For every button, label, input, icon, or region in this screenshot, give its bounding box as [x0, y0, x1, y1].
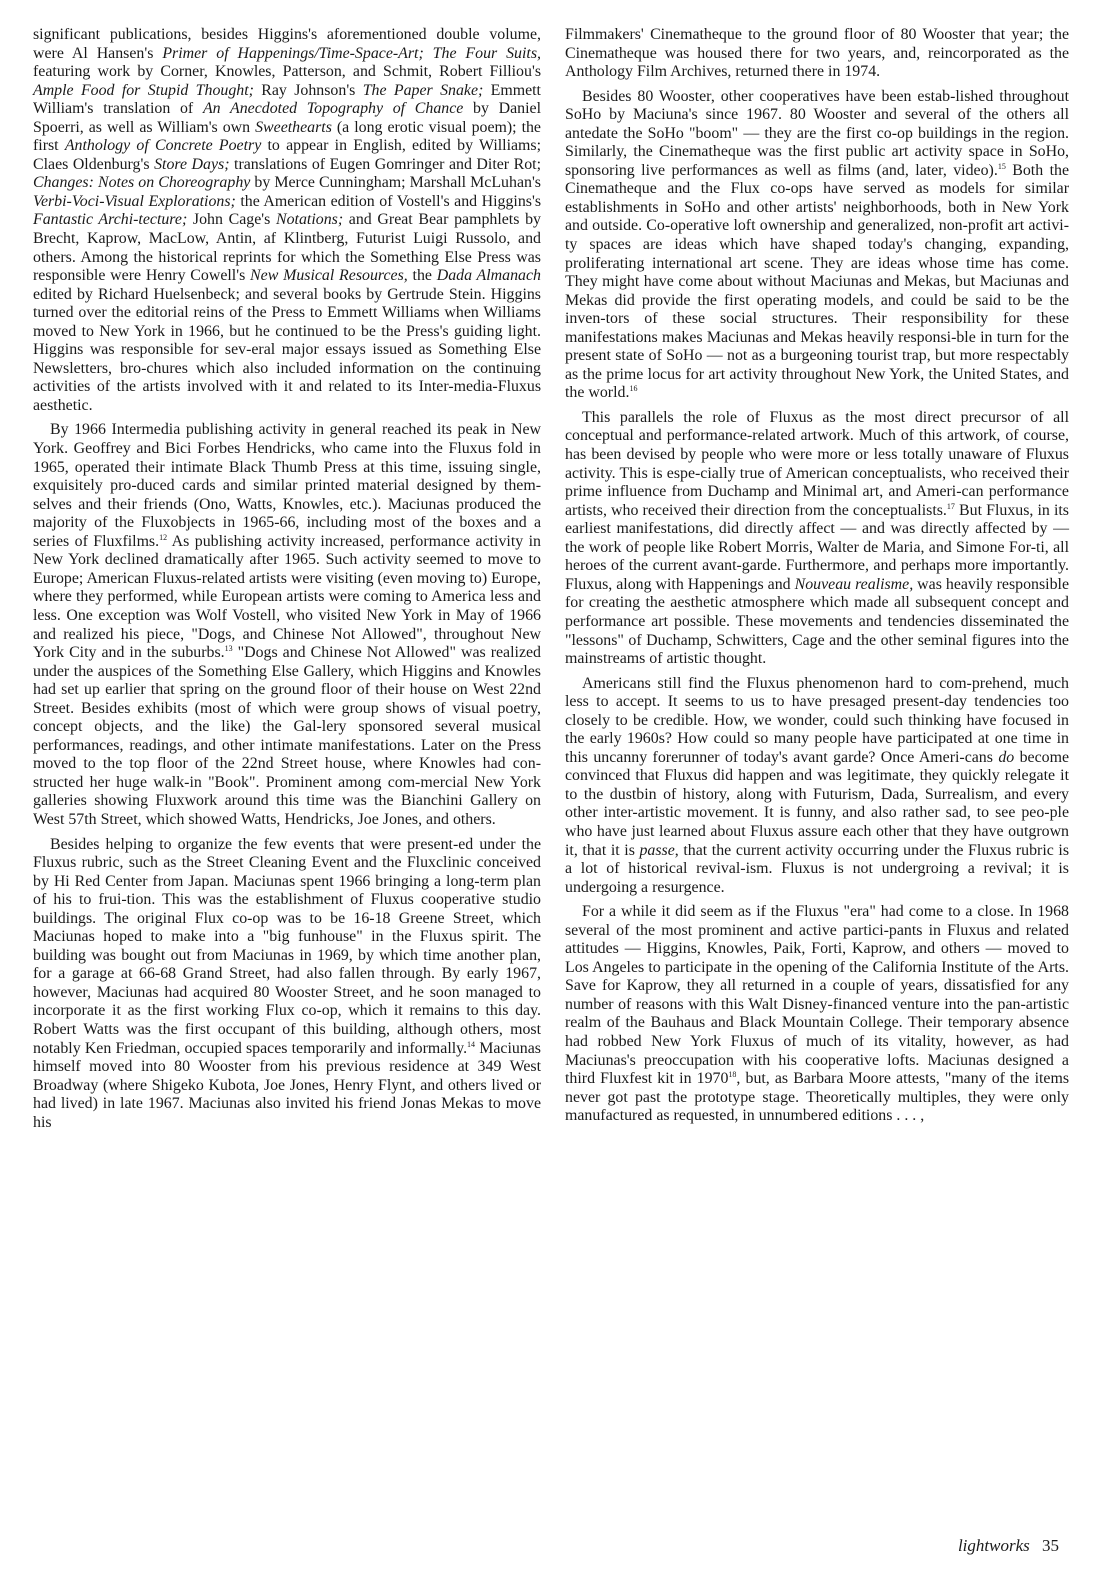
italic-title: Primer of Happenings/Time-Space-Art; The Four Suits, — [162, 44, 541, 62]
paragraph — [565, 409, 1069, 669]
italic-title: Changes: Notes on Choreography — [33, 174, 251, 192]
text-run: As publishing activity increased, performance activity in New York declined dramatically after 1965. Such activity seemed to move to Europe; American Fluxus-related artists were visiting (even moving to) Europe, where they performed, while European artists were coming to America less and less. One exception was Wolf Vostell, who visited New York in May of 1966 and realized his piece, "Dogs, and Chinese Not Allowed", throughout New York City and in the suburbs. — [33, 532, 541, 662]
footnote-ref: 18 — [728, 1070, 737, 1080]
publication-name: lightworks — [957, 1536, 1030, 1555]
italic-title: Anthology of Concrete Poetry — [64, 137, 262, 155]
paragraph — [565, 675, 1069, 898]
text-run: Both the Cinematheque and the Flux co-ops have served as models for similar establishments in SoHo and other artists' neighborhoods, both in New York and outside. Co-operative loft ownership and generalized, non-profit art activi-ty spaces are ideas which have shaped today's changing, expanding, proliferating international art scene. They are ideas whose time has come. They might have come about without Maciunas and Mekas, but Maciunas and Mekas did provide the first operating models, and could be said to be the inven-tors of these social structures. Their responsibility for these manifestations makes Maciunas and Mekas heavily responsi-ble in turn for the present state of SoHo — not as a burgeoning tourist trap, but more respectably as the prime locus for art activity throughout New York, the United States, and the world. — [565, 161, 1070, 402]
text-run: This parallels the role of Fluxus as the most direct precursor of all conceptual and performance-related artwork. Much of this artwork, of course, has been devised by people who were more or less totally unaware of Fluxus activity. This is espe-cially true of American conceptualists, who received their prime influence from Duchamp and Minimal art, and Ameri-can performance artists, who received their direction from the conceptualists. — [565, 408, 1069, 519]
italic-title: Notations; — [276, 211, 344, 229]
text-run: Besides helping to organize the few events that were present-ed under the Fluxus rubric, such as the Street Cleaning Event and the Fluxclinic conceived by Hi Red Center from Japan. Maciunas spent 1966 bringing a long-term plan of his to frui-tion. This was the establishment of Fluxus cooperative studio buildings. The original Flux co-op was to be 16-18 Greene Street, which Maciunas hoped to make into a "big funhouse" in the Fluxus spirit. The building was bought out from Maciunas in 1969, by which time another plan, for a garage at 66-68 Grand Street, had also fallen through. By early 1967, however, Maciunas had acquired 80 Wooster Street, and he soon managed to incorporate it as the first working Flux co-op, which it remains to this day. Robert Watts was the first occupant of this building, although others, most notably Ken Friedman, occupied spaces temporarily and informally. — [33, 835, 541, 1057]
text-run: Americans still find the Fluxus phenomenon hard to com-prehend, much less to accept. It seems to us to have presaged present-day tendencies too closely to be credible. How, we wonder, could such thinking have focused in the early 1960s? How could so many people have participated at one time in this uncanny forerunner of today's avant garde? Once Ameri-cans — [565, 674, 1069, 766]
text-run: the American edition of Vostell's and Higgins's — [235, 192, 542, 210]
text-run: by Daniel Spoerri, as well as William's own — [33, 100, 542, 136]
text-run: Maciunas himself moved into 80 Wooster from his previous residence at 349 West Broadway (where Shigeko Kubota, Joe Jones, Henry Flynt, and others lived or had lived) in late 1967. Maciunas also invited his friend Jonas Mekas to move his — [33, 1039, 541, 1131]
footnote-ref: 14 — [467, 1039, 476, 1049]
italic-title: Verbi-Voci-Visual Explorations; — [33, 192, 236, 210]
text-run: was heavily responsible for creating the aesthetic atmosphere which made all subsequent concept and performance art possible. These movements and tendencies disseminated the "lessons" of Duchamp, Schwitters, Cage and the other seminal figures into the mainstreams of artistic thought. — [565, 575, 1070, 668]
text-run: Besides 80 Wooster, other cooperatives have been estab-lished throughout SoHo by Maciuna's since 1967. 80 Wooster and several of the others all antedate the SoHo "boom" — they are the first co-op buildings in the region. Similarly, the Cinematheque was the first public art activity space in SoHo, sponsoring live performances as well as films (and, later, video). — [565, 87, 1069, 179]
right-text-column — [565, 26, 1069, 1132]
text-run: significant publications, besides Higgins's aforementioned double volume, were Al Hansen's — [33, 26, 541, 62]
left-text-column — [33, 26, 541, 1138]
italic-title: Ample Food for Stupid Thought; — [33, 81, 254, 99]
text-run: edited by Richard Huelsenbeck; and several books by Gertrude Stein. Higgins turned over the editorial reins of the Press to Emmett Williams when Williams moved to New York in 1966, but he continued to be the Press's guiding light. Higgins was responsible for sev-eral major essays issued as Something Else Newsletters, bro-chures which also included information on the continuing activities of the artists involved with it and related to its Inter-media-Fluxus aesthetic. — [33, 285, 541, 414]
paragraph — [33, 421, 541, 829]
text-run: "Dogs and Chinese Not Allowed" was realized under the auspices of the Something Else Gallery, which Higgins and Knowles had set up earlier that spring on the ground floor of their house on West 22nd Street. Besides exhibits (most of which were group shows of visual poetry, concept objects, and the like) the Gal-lery sponsored several musical performances, readings, and other intimate manifestations. Later on the Press moved to the top floor of the 22nd Street house, where Knowles had con-structed her huge walk-in "Book". Prominent among com-mercial New York galleries showing Fluxwork around this time was the Bianchini Gallery on West 57th Street, which showed Watts, Hendricks, Joe Jones, and others. — [33, 644, 541, 828]
text-run: the — [407, 267, 437, 285]
footnote-ref: 16 — [629, 384, 638, 394]
text-run: Ray Johnson's — [253, 81, 363, 99]
italic-title: Sweethearts — [255, 118, 332, 136]
text-run: But Fluxus, in its earliest manifestations, did directly affect — and was directly affected by — the work of people like Robert Morris, Walter de Maria, and Simone For-ti, all heroes of the current avant-garde. Furthermore, and perhaps more importantly. Fluxus, along with Happenings and — [565, 501, 1069, 593]
italic-title: Store Days; — [154, 155, 230, 173]
footnote-ref: 17 — [946, 501, 955, 511]
footnote-ref: 15 — [997, 161, 1006, 171]
text-run: and Great Bear pamphlets by Brecht, Kaprow, MacLow, Antin, af Klintberg, Futurist Luigi Russolo, and others. Among the historical reprints for which the Something Else Press was responsible were Henry Cowell's — [33, 211, 541, 285]
text-run: become convinced that Fluxus did happen and was legitimate, they quickly relegate it to the dustbin of history, along with Futurism, Dada, Surrealism, and every other inter-artistic movement. It is funny, and also rather sad, to see peo-ple who have just learned about Fluxus assure each other that they have outgrown it, that it is — [565, 748, 1070, 859]
italic-title: Dada Almanach — [436, 267, 541, 285]
italic-title: do — [998, 748, 1015, 766]
italic-title: New Musical Resources, — [250, 267, 408, 285]
page-footer — [958, 1536, 1059, 1556]
text-run: Filmmakers' Cinematheque to the ground floor of 80 Wooster that year; the Cinematheque was housed there for two years, and, reincorporated as the Anthology Film Archives, returned there in 1974. — [565, 26, 1069, 81]
text-run: to appear in English, edited by Williams; Claes Oldenburg's — [33, 137, 541, 173]
footnote-ref: 12 — [159, 532, 168, 542]
text-run: Emmett William's translation of — [33, 81, 541, 118]
italic-title: The Paper Snake; — [362, 81, 484, 99]
paragraph — [565, 88, 1069, 403]
text-run: translations of Eugen Gomringer and Diter Rot; — [229, 155, 541, 173]
italic-title: passe — [639, 841, 675, 859]
text-run: , but, as Barbara Moore attests, "many of the items never got past the prototype stage. Theoretically multiples, they were only manufactured as requested, in unnumbered editions . . . , — [565, 1070, 1069, 1125]
text-run: John Cage's — [187, 211, 277, 229]
paragraph — [565, 903, 1069, 1126]
italic-title: Nouveau realisme, — [794, 575, 914, 593]
paragraph — [33, 836, 541, 1133]
italic-title: Fantastic Archi-tecture; — [33, 211, 188, 229]
text-run: For a while it did seem as if the Fluxus "era" had come to a close. In 1968 several of the most prominent and active partici-pants in Fluxus and related attitudes — Higgins, Knowles, Paik, Forti, Kaprow, and others — moved to Los Angeles to participate in the opening of the California Institute of the Arts. Save for Kaprow, they all returned in a couple of years, dissatisfied for any number of reasons with this Walt Disney-financed venture into the pan-artistic realm of the Bauhaus and Black Mountain College. Their temporary absence had robbed New York Fluxus of much of its vitality, however, as had Maciunas's preoccupation with his cooperative lofts. Maciunas designed a third Fluxfest kit in 1970 — [565, 903, 1069, 1088]
text-run: , that the current activity occurring under the Fluxus rubric is a lot of historical revival-ism. Fluxus is not undergroing a revival; it is undergoing a resurgence. — [565, 841, 1069, 896]
italic-title: An Anecdoted Topography of Chance — [202, 100, 464, 118]
text-run: by Merce Cunningham; Marshall McLuhan's — [250, 174, 541, 192]
paragraph — [565, 26, 1069, 82]
footnote-ref: 13 — [224, 644, 233, 654]
paragraph — [33, 26, 541, 415]
page-number: 35 — [1042, 1536, 1059, 1555]
text-run: By 1966 Intermedia publishing activity in general reached its peak in New York. Geoffrey and Bici Forbes Hendricks, who came into the Fluxus fold in 1965, operated their intimate Black Thumb Press at this time, issuing single, exquisitely pro-duced cards and similar printed material designed by them-selves and their friends (Ono, Watts, Knowles, etc.). Maciunas produced the majority of the Fluxobjects in 1965-66, including most of the boxes and a series of Fluxfilms. — [33, 421, 541, 550]
text-run: featuring work by Corner, Knowles, Patterson, and Schmit, Robert Filliou's — [33, 63, 541, 81]
text-run: (a long erotic visual poem); the first — [33, 118, 541, 155]
